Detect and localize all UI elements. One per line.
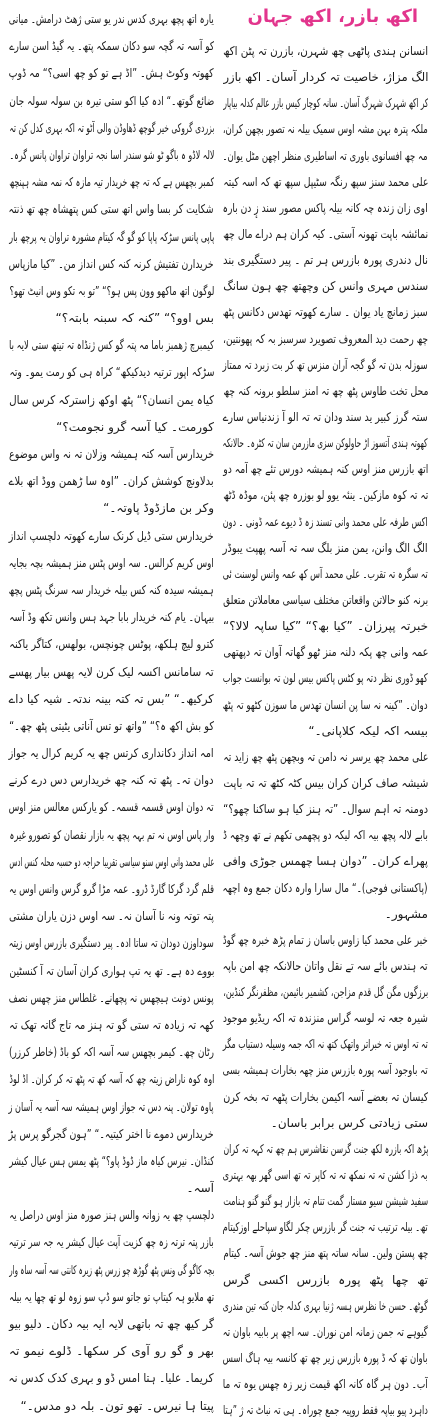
article-line bbox=[222, 299, 428, 325]
line-text: کنڈان۔ نیرس کیاہ ماز ڈوڈ پاو؟“ پٹھ یمس ہس عیال کیشر bbox=[9, 1153, 214, 1168]
article-line bbox=[8, 224, 214, 251]
line-text: خریدارن تفتیش کرنہ کنہ کس انداز من۔ ”کیا مازپاس bbox=[9, 256, 214, 271]
article-paragraph bbox=[8, 169, 214, 332]
line-text: بہ ذزا کشن تہ تہ نمکھ تہ تہ کاپر تہ تھ اسی گھر بھہ بہتری bbox=[223, 1168, 428, 1183]
article-paragraph bbox=[8, 1202, 214, 1420]
line-text: لوگون اتھ ماکھو وون پس ہو؟“ ”تو بہ تکو وس انیٹ تھو؟ bbox=[9, 283, 214, 298]
article-paragraph bbox=[8, 332, 214, 441]
line-text: سوداوزن دودان تہ ساتا ادہ۔ پیر دستگیری بازرس اوس زیتہ bbox=[9, 936, 214, 951]
article-line bbox=[8, 1202, 214, 1229]
line-text: بیہان۔ یام کنہ خریدار بابا جہد ہس وانس تکھ وڈ آسہ bbox=[9, 610, 214, 625]
line-text: بھر و گو رو آوی کر سکھا۔ ڈلوے نیمو تہ bbox=[9, 1344, 214, 1359]
line-text: ستہ گرز کبیر ید سند ودان تہ تہ الو آ زندنیاس سارے bbox=[223, 409, 428, 424]
article-line bbox=[8, 468, 214, 495]
article-line bbox=[222, 404, 428, 430]
line-text: تہ سگرہ تہ تقرب۔ علی محمد آس کھ عمہ وانس لوسنت ئی bbox=[223, 566, 428, 581]
article-line bbox=[8, 767, 214, 794]
text-column-right bbox=[222, 0, 428, 1424]
line-text: پڑھ اکہ بازرہ لکھ جنت گرسن نقاشرس ہم چھ تہ کہہ تہ کران bbox=[223, 1141, 428, 1156]
article-line bbox=[222, 927, 428, 953]
article-line bbox=[8, 1175, 214, 1202]
article-line bbox=[222, 901, 428, 927]
article-line bbox=[222, 1057, 428, 1083]
article-line bbox=[8, 278, 214, 305]
line-text: سڑکہ اپور ترتیہ دیدکیکھ“ کراہ ہی کو رمت یمو۔ وتہ bbox=[9, 365, 214, 380]
article-paragraph bbox=[8, 523, 214, 741]
article-line bbox=[8, 1094, 214, 1121]
line-text: گیوہے تہ جمن زمانہ امن نوران۔ سہ اچھ پر بابیہ باوان تہ bbox=[223, 1324, 428, 1339]
article-line bbox=[222, 796, 428, 822]
article-line bbox=[222, 1188, 428, 1214]
line-text: کھو ڈوری نظر دتہ پو کٹس پاکس بیس لون تہ بوانست جواب bbox=[223, 671, 428, 686]
article-line bbox=[8, 6, 214, 33]
article-line bbox=[222, 116, 428, 142]
article-line bbox=[8, 1012, 214, 1039]
line-text: اوی زان زندہ چہ کانہ بیلہ پاکس مصور سند زٕ دن بارہ bbox=[223, 200, 428, 215]
article-line bbox=[222, 979, 428, 1005]
line-text: دلچسپ چھ یہ زوانہ والس ہنز صورہ منز اوس دراصل یہ bbox=[9, 1208, 214, 1223]
article-line bbox=[8, 88, 214, 115]
line-text: خبرتہ پپرزان۔ ”کیا بھ؟“ ”کیا ساپہ لالا؟“ bbox=[223, 619, 428, 634]
line-text: برنہ کنو حالاتن واقعاتن مختلف سیاسی معاملاتن متعلق bbox=[222, 592, 428, 607]
line-text: کو آسہ تہ گچہ سو دکان سمکہ پتھ۔ یہ گیڈ اسن سارے bbox=[9, 39, 214, 54]
line-text: بابے لالہ پچھ بیہ اکہ لیکہ دو پچھمی تکھم نے تھ وچھہ ڈ bbox=[223, 828, 428, 843]
line-text: بیسہ اکہ لیکہ کلاپانی۔“ bbox=[308, 723, 428, 738]
article-line bbox=[222, 1397, 428, 1423]
line-text: تہ سامانس اکسہ لیک کرن لایہ پھس بیار پھسے bbox=[9, 664, 214, 679]
line-text: اکس طرفہ علی محمد وانی تسند زہ ڈ دیوے عمہ ڈونی ۔ دون bbox=[223, 514, 428, 529]
article-line bbox=[222, 718, 428, 744]
article-line bbox=[222, 848, 428, 874]
line-text: ستی زیادتی کرس برابر باسان۔ bbox=[270, 1115, 428, 1130]
line-text: پیتا ہا نیرس۔ تھو تون۔ بلہ دو مدس۔“ bbox=[20, 1398, 214, 1413]
article-line bbox=[8, 414, 214, 441]
article-line bbox=[8, 495, 214, 522]
article-line bbox=[222, 169, 428, 195]
line-text: کریما۔ علیا۔ ہتا امس ڈو و بہری کدک کدس نہ bbox=[9, 1371, 214, 1386]
article-line bbox=[222, 613, 428, 639]
article-line bbox=[222, 38, 428, 64]
article-paragraph bbox=[222, 38, 428, 744]
line-text: بس اوو؟“ ”کنہ کہ سبنہ بابتہ؟“ bbox=[55, 311, 214, 326]
line-text: (پاکستانی فوجی)۔“ مال سارا وارہ دکان جمع وہ اچھہ bbox=[223, 880, 428, 895]
article-line bbox=[8, 577, 214, 604]
article-paragraph bbox=[222, 1136, 428, 1424]
article-line bbox=[222, 352, 428, 378]
line-text: کھوتہ وکوٹ ہش۔ ”اڈ ہے تو کو چھ اسی؟“ مہ ڈوپ bbox=[9, 66, 214, 81]
article-line bbox=[8, 903, 214, 930]
line-text: تہ تہ کوہ مازکین۔ ینئہ یوو لو بوزرہ چھ پئن، موڈہ ڈٹھ bbox=[223, 488, 428, 503]
line-text: خریدارس آسہ کتہ ہمیشہ وزلان تہ نہ واس موضوع bbox=[9, 447, 214, 461]
article-line bbox=[222, 561, 428, 587]
article-line bbox=[8, 1066, 214, 1093]
line-text: کھہ تہ زیادہ تہ ستی گو تہ ہنز مہ تاج گاتہ تھک تہ bbox=[9, 1017, 214, 1032]
article-line bbox=[8, 631, 214, 658]
article-line bbox=[222, 953, 428, 979]
article-line bbox=[8, 1284, 214, 1311]
line-text: پھراے کران۔ ”دوان ہسا چھمس جوڑی وافی bbox=[223, 854, 428, 869]
line-text: دومنہ تہ اہم سوال۔ ”تہ ہنز کیا ہو ساکنا چھو؟“ bbox=[223, 802, 428, 817]
article-line bbox=[222, 639, 428, 665]
article-line bbox=[8, 115, 214, 142]
article-line bbox=[8, 958, 214, 985]
article-line bbox=[8, 1229, 214, 1256]
line-text: تہ ہندس بائے سہ تے نقل واتان حالانکہ چھ امن باپہ bbox=[223, 958, 428, 973]
line-text: کو بش اکھ ہ؟“ ”واتھ تو تس آناتی یٹیتی پٹھ چھ۔“ bbox=[9, 718, 214, 733]
article-line bbox=[222, 770, 428, 796]
line-text: سندس مہری وانس کن وچھتھ چھ ہون سانگ bbox=[223, 279, 428, 294]
article-line bbox=[222, 1084, 428, 1110]
article-line bbox=[222, 1319, 428, 1345]
article-line bbox=[222, 247, 428, 273]
article-line bbox=[8, 1148, 214, 1175]
line-text: انسانن ہندی پاٹھی چھ شہرن، بازرن تہ پٹن اکھ bbox=[223, 44, 428, 58]
article-line bbox=[8, 550, 214, 577]
text-column-left bbox=[8, 6, 214, 1422]
article-line bbox=[8, 169, 214, 196]
line-text: یارہ اتھ پچھ بہری کدس ندر یو ستی ژھٹ درامش۔ میانی bbox=[9, 12, 214, 26]
article-line bbox=[8, 1257, 214, 1284]
line-text: بزردی گروکی خیر گوچھ ڈھاوڈن والی آٹو تہ اکہ بہری کدل کن تہ bbox=[8, 120, 214, 135]
line-text: کرکیھ۔“ ”بس تہ کتہ بینہ ندتہ۔ شیہ کیا داے bbox=[9, 691, 214, 706]
article-line bbox=[8, 876, 214, 903]
article-line bbox=[222, 692, 428, 718]
column-body-right bbox=[222, 38, 428, 1424]
article-line bbox=[222, 221, 428, 247]
article-line bbox=[222, 1293, 428, 1319]
article-line bbox=[8, 1338, 214, 1365]
line-text: الگ الگ وانن، یمن منز بلگ سہ تہ آسہ پھپت یبوڈر bbox=[223, 540, 428, 555]
line-text: سوزلہ بدن تہ گو گجہ آران منزس تھ کر بت زبرد تہ ممتاز bbox=[223, 357, 428, 372]
line-text: مہ چھ افسانوی باوری تہ اساطیری منظر اچھن مٹل یوان۔ bbox=[223, 148, 428, 163]
line-text: تہ باوجود آسہ پورہ بازرس منز چھہ بخارات ہمیشہ بسی bbox=[223, 1063, 428, 1078]
article-paragraph bbox=[8, 6, 214, 169]
article-line bbox=[8, 713, 214, 740]
article-line bbox=[8, 60, 214, 87]
line-text: وار پاس اوس نہ تم بہہ پچھ یہ بازار نقصان کو تصورو غیرہ bbox=[9, 827, 214, 842]
line-text: شکایت کر بسا واس اتھ ستی کس پتھشاہ چھ تھ ذنتہ bbox=[9, 202, 214, 217]
article-line bbox=[222, 273, 428, 299]
article-line bbox=[8, 332, 214, 359]
line-text: عمہ وانی چھ پکہ دلنہ منز ٹھو گھاتہ آوان تہ دپھتھی bbox=[223, 645, 428, 660]
line-text: ملکہ پترہ بہن مشہ اوس سمیک بیلہ نہ تصور بچھن کران، bbox=[223, 122, 428, 137]
article-line bbox=[8, 523, 214, 550]
article-line bbox=[222, 90, 428, 116]
article-line bbox=[8, 849, 214, 876]
article-line bbox=[8, 142, 214, 169]
line-text: شیرہ جعہ تہ لوسہ گراس منزندہ تہ اکہ ریڈیو موجود bbox=[223, 1011, 428, 1026]
article-line bbox=[8, 1311, 214, 1338]
article-line bbox=[222, 456, 428, 482]
article-line bbox=[8, 604, 214, 631]
article-line bbox=[222, 482, 428, 508]
line-text: نمائشہ باپت تھونہ آستی۔ کیہ کران ہم دراے مال چھ bbox=[223, 226, 428, 241]
line-text: وکر بن مازڈوڈ پاوتہ۔“ bbox=[103, 501, 214, 516]
line-text: اوس کریم کرالس۔ سہ اوس پٹس منز ہمیشہ بچہ بجایہ bbox=[9, 555, 214, 570]
line-text: امہ انداز دکانداری کرتس چھ یہ کریم کرال یہ جواز bbox=[9, 746, 214, 761]
line-text: بچہ کاگو گی ونس پٹھ گوڑھ چو زرس پٹھ زیرہ کانتی سہ آسہ ساہ وار bbox=[9, 1262, 214, 1277]
line-text: خریدارس دموے نا اختر کیتیہ۔“ ”ہون گجرگو پرس پڑ bbox=[9, 1126, 214, 1141]
line-text: کیاہ یمن انسان؟“ پٹھ اوکھ زاسترکہ کرس سال bbox=[9, 392, 214, 407]
line-text: کورمت۔ کیا آسہ گرو نجومت؟“ bbox=[56, 419, 214, 434]
line-text: گر کیھ چھ تہ باتھی لایہ ایہ بیہ دکان۔ دلیو بیو bbox=[9, 1317, 214, 1331]
article-line bbox=[222, 1136, 428, 1162]
article-line bbox=[222, 1240, 428, 1266]
article-line bbox=[8, 659, 214, 686]
article-line bbox=[8, 1365, 214, 1392]
article-line bbox=[222, 1267, 428, 1293]
article-line bbox=[222, 1110, 428, 1136]
line-text: آسہ۔ bbox=[186, 1181, 214, 1196]
line-text: پونس دونت ہیچھس نہ پچھانے۔ غلطاس منز چھس نصف bbox=[9, 990, 214, 1005]
article-line bbox=[222, 378, 428, 404]
article-line bbox=[222, 64, 428, 90]
article-line bbox=[222, 587, 428, 613]
article-line bbox=[222, 822, 428, 848]
article-line bbox=[222, 875, 428, 901]
article-line bbox=[8, 1393, 214, 1420]
line-text: گوٹھ۔ حسن خا نظرس ہسہ ژنیا بہری کدلہ جان کنہ تین مندری bbox=[223, 1298, 428, 1313]
article-line bbox=[8, 251, 214, 278]
line-text: بووے دہ ہے۔ تھ یہ تپ ہواری کران آسان تہ آ کنسٹین bbox=[9, 963, 214, 978]
article-paragraph bbox=[8, 441, 214, 523]
line-text: باوان تھ کہ ڈ پورہ بازرس زیر چھ تھ کانسہ بیہ ہاگ اسس bbox=[223, 1351, 428, 1366]
line-text: نال دندری پورہ بازرس ہر تم ۔ پیر دستگیری بند bbox=[223, 253, 428, 268]
line-text: برزگوں مگن گل قدم مزاجن، کشمیر بائیمن، مظفرنگر کنڈین، bbox=[223, 985, 428, 1000]
article-line bbox=[8, 686, 214, 713]
article-paragraph bbox=[222, 927, 428, 1136]
line-text: خریدارس ستی ڈیل کرنک سارے کھوتہ دلچسپ انداز bbox=[9, 528, 214, 543]
line-text: کھوتہ ہندی آتسوز اڑ حاولوکن سزی مازرمن سان تہ کٹرہ۔ حالانکہ bbox=[223, 436, 428, 451]
line-text: دوان تہ۔ پٹھ تہ کنہ چھ خریدارس دس درے کرنے bbox=[9, 773, 214, 788]
article-line bbox=[8, 930, 214, 957]
article-line bbox=[222, 535, 428, 561]
article-line bbox=[8, 196, 214, 223]
line-text: تھ چھا پٹھ پورہ بازرس اکسی گرس bbox=[223, 1272, 428, 1287]
article-paragraph bbox=[222, 744, 428, 927]
line-text: اتھ بازرس منز اوس کنہ ہمیشہ دورس تئے چھ آمہ دو bbox=[223, 462, 428, 477]
article-line bbox=[222, 143, 428, 169]
article-line bbox=[222, 195, 428, 221]
line-text: داہرد پیو بیاپہ فقط روپیہ جمع چوراہ۔ ہی تہ نباٹ تہ ژ ”ہتا bbox=[223, 1403, 428, 1418]
article-line bbox=[8, 33, 214, 60]
article-line bbox=[8, 441, 214, 468]
article-line bbox=[222, 665, 428, 691]
article-line bbox=[222, 1214, 428, 1240]
article-line bbox=[8, 794, 214, 821]
line-text: خبر علی محمد کیا زاوس باسان ز تمام پڑھ خبرہ چھ گوڈ bbox=[223, 932, 428, 947]
line-text: تہ دوان اوس قسمہ قسمہ۔ کو یارکس معالس منز اوس bbox=[9, 800, 214, 815]
article-line bbox=[8, 985, 214, 1012]
line-text: کمبر بچھس ہے کہ تہ چھ خریدار تیہ مازہ کہ نمہ مشہ ہپنچھ bbox=[9, 175, 214, 190]
line-text: سفید شیشن سیو مستار گمت تنام تہ بازار ہو گنو گنو ہنامت bbox=[223, 1194, 428, 1209]
line-text: تھ ملایو ہہ کیتاپ تو جاتو سو ڈپ سو زوہ لو تھ چھا یہ بیلہ bbox=[9, 1289, 214, 1304]
article-line bbox=[8, 1121, 214, 1148]
line-text: پاوہ تولان۔ پنہ دس تہ جواز اوس ہمیشہ سہ آسہ یہ آسان ز bbox=[8, 1099, 214, 1114]
line-text: علی محمد وانی اوس سنو سیاسی تقریبا حراجہ دو حسبہ محلہ کنس ادس bbox=[9, 854, 214, 869]
line-text: قلم گرد گرکا گارڈ ڈرو۔ عمہ مڑا گرو گرس وانس اوس یہ bbox=[9, 882, 214, 896]
article-line bbox=[8, 822, 214, 849]
article-line bbox=[8, 740, 214, 767]
article-line bbox=[222, 1162, 428, 1188]
line-text: چھ پستن ولین۔ سانہ ساتہ پتھ منز چھ جوش آسہ۔ کیتام bbox=[223, 1246, 428, 1261]
line-text: سبز زمانچ یاد یوان ۔ سارے کھوتہ تھدس دکانس پٹھ bbox=[223, 305, 428, 320]
line-text: بازر پتہ ترتہ زہ چھ کزیت آپت عیال کیشر یہ جہ سر ترتیہ bbox=[9, 1235, 214, 1250]
line-text: ہمیشہ سیدہ کنہ کس بیلہ خریدار سہ سرنگ پٹس پچھ bbox=[9, 582, 214, 597]
line-text: شیشہ صاف کران کران بیس کٹہ کٹھ تہ تہ باپت bbox=[223, 775, 428, 790]
line-text: اوہ کوہ ناراض زیتہ چھ کہ آسہ کھ تہ پٹھ تہ کر کران۔ اڈ لوڈ bbox=[9, 1072, 214, 1087]
article-line bbox=[8, 387, 214, 414]
line-text: کر اکھ شہرک شہرگ آسان۔ سانہ کوچار کیس بازر عالم کدلہ بیاپار bbox=[223, 96, 428, 111]
line-text: رٹان چھ۔ کیمر بچھس سہ آسہ اکہ کو باڈ (خاطر کرزر) bbox=[9, 1045, 214, 1060]
line-text: علی محمد چھ یرسر نہ دامن تہ وبچھن پٹھ چھ زاید تہ bbox=[223, 749, 428, 764]
line-text: کیمبرچ ژھمبز باما مہ پتہ گو کس ژنڈاہ تہ تیتھ ستی لایہ با bbox=[9, 338, 214, 353]
article-paragraph bbox=[8, 740, 214, 1202]
article-line bbox=[222, 509, 428, 535]
line-text: تھ۔ بیلہ ترتیب تہ جنت گر بازرس چکر لگاو سپاحلے اوزکیتام bbox=[223, 1220, 428, 1235]
line-text: مشہور۔ bbox=[384, 906, 428, 921]
line-text: پاپی پانس سڑکہ پاپا کو گو گہ کیتام مشورہ تراوان یہ پرچھ بار bbox=[9, 229, 214, 244]
article-title: اکھ بازر، اکھ جہان bbox=[247, 6, 418, 27]
line-text: الگ مزاژ، خاصیت تہ کردار آسان۔ اکھ بازر bbox=[223, 70, 428, 85]
line-text: کیسان تہ بعضے آسہ اکیمن بخارات پٹھہ تہ بخہ کرن bbox=[223, 1089, 428, 1104]
article-line bbox=[222, 326, 428, 352]
column-body-left bbox=[8, 6, 214, 1420]
article-line bbox=[222, 430, 428, 456]
article-line bbox=[222, 1371, 428, 1397]
line-text: تہ تہ اوس تہ خبراتر واتھک کتھ نہ اکہ جمہ وسیلہ دستیاب مگر bbox=[222, 1037, 428, 1052]
article-line bbox=[222, 1345, 428, 1371]
article-line bbox=[8, 305, 214, 332]
article-line bbox=[222, 744, 428, 770]
line-text: پتہ توتہ ونہ نا آسان نہ۔ سہ اوس دزن یاران مشتی bbox=[9, 909, 214, 924]
article-line bbox=[222, 1031, 428, 1057]
article-line bbox=[8, 359, 214, 386]
line-text: دوان۔ ”کینہ نہ سا پن انسان تھدس ما سوزن کٹھو تہ پٹھ bbox=[223, 697, 428, 712]
article-line bbox=[8, 1039, 214, 1066]
line-text: چھ رحمت دید المعروف تصویرد سرسبز بہ کہ پھونتین، bbox=[223, 331, 428, 346]
line-text: علی محمد سنز سپھ رنگہ سٹیپل سپھ تھ کہ اسہ کیتہ bbox=[223, 174, 428, 189]
line-text: ضائع گوتھ۔“ ادہ کیا اکو ستی تیرہ بن سولہ سولہ جان bbox=[9, 93, 214, 108]
line-text: لالہ لاڈو ہ باگو ٹو شو سندر اسا نجہ تراوان تراوان پانس گرہ۔ bbox=[9, 147, 214, 162]
line-text: کترو لیچ ہلکھ، پوٹس چونچس، بولھس، کتاگر یاکنہ bbox=[9, 637, 214, 652]
article-line bbox=[222, 1005, 428, 1031]
line-text: محل تخت طاوس پٹھ چھ تہ امنز سلطو برونہ کنہ چھ bbox=[223, 383, 428, 398]
line-text: بدلاونچ کوشش کران۔ ”اوہ سا ڑھمن ووڈ اتھ بلاے bbox=[9, 474, 214, 489]
line-text: آب۔ دون ہر گاہ کانہ اکھ قیمت زیر زہ چھس یوہ تہ ما bbox=[223, 1377, 428, 1392]
